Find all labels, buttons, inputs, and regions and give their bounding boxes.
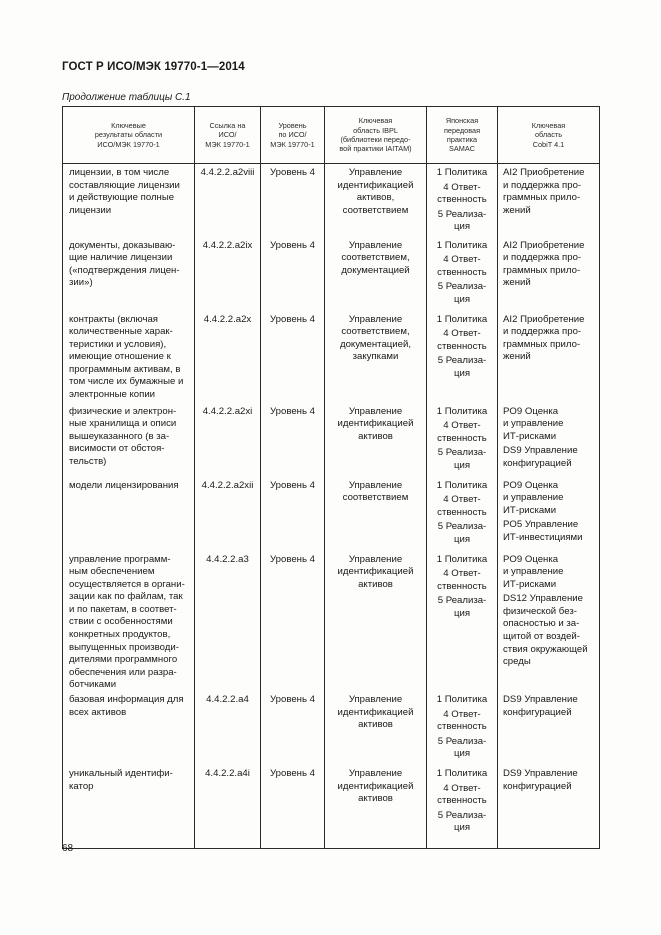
col-header-level xyxy=(261,107,325,164)
cell-line: граммных прило- xyxy=(503,192,581,204)
cell-line: PO9 Оценка xyxy=(503,405,559,417)
cell-line: и управление xyxy=(503,418,564,430)
header-line: (библиотеки передо- xyxy=(340,135,411,144)
cell-line: ственность xyxy=(437,580,487,592)
cell-samac-practice xyxy=(427,312,498,404)
cell-text: Уровень 4 xyxy=(270,553,315,565)
cell-line: осуществляется в органи- xyxy=(69,578,185,590)
cell-cobit-area xyxy=(498,552,600,693)
cell-line: закупками xyxy=(352,351,399,363)
cell-line: PO9 Оценка xyxy=(503,553,559,565)
cell-line: активов xyxy=(358,719,393,731)
cell-line: 4 Ответ- xyxy=(443,568,481,580)
cell-key-result xyxy=(63,692,195,766)
cell-line: Управление xyxy=(348,479,403,491)
cell-line: ция xyxy=(453,748,471,760)
cell-line: 5 Реализа- xyxy=(437,208,487,220)
cell-line: соответствием xyxy=(342,492,409,504)
cell-line: теристики и условия), xyxy=(69,338,167,350)
cell-key-result xyxy=(63,478,195,552)
cell-text: 4.4.2.2.a2ix xyxy=(202,239,253,251)
cell-line: ственность xyxy=(437,194,487,206)
cell-line: ция xyxy=(453,293,471,305)
cell-line: граммных прило- xyxy=(503,264,581,276)
cell-text: 4.4.2.2.a2viii xyxy=(200,167,255,178)
cell-line: тельств) xyxy=(69,455,107,467)
cell-text: Уровень 4 xyxy=(270,694,315,706)
col-header-results xyxy=(63,107,195,164)
cell-line: Управление xyxy=(348,405,403,417)
cell-line: ствия окружающей xyxy=(503,643,588,655)
cell-line: 4 Ответ- xyxy=(443,328,481,340)
cell-line: AI2 Приобретение xyxy=(503,239,585,251)
table-caption: Продолжение таблицы С.1 xyxy=(62,92,191,103)
table-row xyxy=(63,478,600,552)
cell-line: 1 Политика xyxy=(436,239,488,251)
cell-line: жений xyxy=(503,351,531,363)
cell-line: дителями программного xyxy=(69,654,178,666)
col-header-reference xyxy=(195,107,261,164)
cell-line: лицензии, в том числе xyxy=(69,167,170,178)
cell-line: обеспечения или разра- xyxy=(69,666,177,678)
cell-level xyxy=(261,766,325,848)
cell-line: висимости от обстоя- xyxy=(69,443,165,455)
cell-level xyxy=(261,312,325,404)
cell-line: ИТ-инвестициями xyxy=(503,531,583,543)
cell-line: AI2 Приобретение xyxy=(503,167,585,178)
cell-level xyxy=(261,692,325,766)
cell-line: ственность xyxy=(437,795,487,807)
cell-line: 1 Политика xyxy=(436,405,488,417)
cell-line: и управление xyxy=(503,492,564,504)
table-row xyxy=(63,692,600,766)
cell-level xyxy=(261,164,325,238)
cell-text: Уровень 4 xyxy=(270,313,315,325)
cell-line: ственность xyxy=(437,432,487,444)
header-line: область IBPL xyxy=(353,125,398,135)
cell-line: ИТ-рисками xyxy=(503,578,557,590)
cell-line: ственность xyxy=(437,266,487,278)
cell-line: PO5 Управление xyxy=(503,519,579,531)
cell-line: и поддержка про- xyxy=(503,252,582,264)
cell-line: и по пакетам, в соответ- xyxy=(69,603,177,615)
cell-ibpl-area xyxy=(325,552,427,693)
cell-key-result xyxy=(63,404,195,478)
cell-line: том числе их бумажные и xyxy=(69,376,184,388)
cell-line: уникальный идентифи- xyxy=(69,768,173,780)
header-line: Ключевая xyxy=(358,116,393,126)
cell-text: Уровень 4 xyxy=(270,479,315,491)
cell-line: Управление xyxy=(348,553,403,565)
cell-samac-practice xyxy=(427,238,498,312)
cell-line: катор xyxy=(69,780,94,792)
cell-line: зии») xyxy=(69,277,93,289)
cell-line: ция xyxy=(453,459,471,471)
cell-cobit-area xyxy=(498,164,600,238)
cell-line: DS9 Управление xyxy=(503,694,578,706)
cell-line: физической без- xyxy=(503,605,577,617)
col-header-ibpl xyxy=(325,107,427,164)
header-line: ИСО/ xyxy=(218,130,237,140)
cell-line: ция xyxy=(453,367,471,379)
cell-line: физические и электрон- xyxy=(69,405,177,417)
cell-samac-practice xyxy=(427,164,498,238)
table-row xyxy=(63,312,600,404)
cell-key-result xyxy=(63,164,195,238)
header-line: вой практики IAITAM) xyxy=(339,144,412,154)
cell-text: 4.4.2.2.a4i xyxy=(205,768,250,780)
cell-line: управление программ- xyxy=(69,553,171,565)
cell-line: соответствием, xyxy=(341,252,410,264)
cell-line: идентификацией xyxy=(337,566,414,578)
cell-line: 5 Реализа- xyxy=(437,447,487,459)
cell-line: («подтверждения лицен- xyxy=(69,264,180,276)
cell-line: 5 Реализа- xyxy=(437,281,487,293)
col-header-cobit xyxy=(498,107,600,164)
cell-ibpl-area xyxy=(325,404,427,478)
cell-text: 4.4.2.2.a2xi xyxy=(202,405,253,417)
cell-line: ция xyxy=(453,533,471,545)
table-row xyxy=(63,404,600,478)
cell-line: документы, доказываю- xyxy=(69,239,176,251)
cell-reference xyxy=(195,238,261,312)
header-line: SAMAC xyxy=(449,144,475,154)
cell-line: активов xyxy=(358,793,393,805)
cell-cobit-area xyxy=(498,766,600,848)
header-line: ИСО/МЭК 19770-1 xyxy=(97,139,160,149)
comparison-table xyxy=(62,106,600,849)
header-line: Ключевые xyxy=(111,120,146,130)
cell-line: программным активам, в xyxy=(69,363,181,375)
cell-line: Управление xyxy=(348,768,403,780)
cell-line: ИТ-рисками xyxy=(503,504,557,516)
cell-line: вышеуказанного (в за- xyxy=(69,430,170,442)
cell-line: активов xyxy=(358,578,393,590)
cell-ibpl-area xyxy=(325,766,427,848)
cell-line: ция xyxy=(453,221,471,233)
cell-line: 4 Ответ- xyxy=(443,181,481,193)
cell-reference xyxy=(195,164,261,238)
page-number: 68 xyxy=(62,843,74,854)
cell-line: 1 Политика xyxy=(436,479,488,491)
header-line: Ключевая xyxy=(531,120,566,130)
cell-samac-practice xyxy=(427,552,498,693)
cell-line: DS12 Управление xyxy=(503,593,583,605)
cell-line: и управление xyxy=(503,566,564,578)
cell-line: 4 Ответ- xyxy=(443,782,481,794)
cell-text: 4.4.2.2.a3 xyxy=(206,553,249,565)
cell-reference xyxy=(195,404,261,478)
cell-samac-practice xyxy=(427,766,498,848)
cell-key-result xyxy=(63,766,195,848)
header-line: МЭК 19770-1 xyxy=(205,139,250,149)
cell-line: DS9 Управление xyxy=(503,768,578,780)
table-header xyxy=(63,107,600,164)
cell-key-result xyxy=(63,238,195,312)
cell-cobit-area xyxy=(498,238,600,312)
cell-line: 4 Ответ- xyxy=(443,254,481,266)
cell-line: конкретных продуктов, xyxy=(69,629,171,641)
cell-line: идентификацией xyxy=(337,706,414,718)
cell-key-result xyxy=(63,312,195,404)
header-line: Японская xyxy=(445,116,479,126)
cell-line: ция xyxy=(453,822,471,834)
cell-line: 1 Политика xyxy=(436,167,488,178)
cell-line: документацией xyxy=(341,264,410,276)
table-row xyxy=(63,766,600,848)
cell-line: конфигурацией xyxy=(503,457,572,469)
cell-line: ные хранилища и описи xyxy=(69,418,177,430)
cell-line: 5 Реализа- xyxy=(437,355,487,367)
cell-line: зации как по файлам, так xyxy=(69,591,183,603)
cell-cobit-area xyxy=(498,692,600,766)
cell-line: граммных прило- xyxy=(503,338,581,350)
table-header-row xyxy=(63,107,600,164)
cell-reference xyxy=(195,692,261,766)
header-line: Ссылка на xyxy=(209,120,246,130)
header-line: по ИСО/ xyxy=(278,130,307,140)
cell-text: Уровень 4 xyxy=(270,405,315,417)
header-line: CobiT 4.1 xyxy=(532,139,565,149)
cell-line: соответствием xyxy=(342,204,409,216)
table-row xyxy=(63,552,600,693)
cell-line: жений xyxy=(503,204,531,216)
cell-line: соответствием, xyxy=(341,326,410,338)
cell-line: составляющие лицензии xyxy=(69,179,180,191)
cell-line: 4 Ответ- xyxy=(443,708,481,720)
cell-line: опасностью и за- xyxy=(503,618,580,630)
header-line: Уровень xyxy=(278,120,307,130)
cell-line: всех активов xyxy=(69,706,127,718)
cell-ibpl-area xyxy=(325,692,427,766)
cell-text: Уровень 4 xyxy=(270,167,315,178)
cell-line: Управление xyxy=(348,694,403,706)
table-row xyxy=(63,164,600,238)
cell-line: идентификацией xyxy=(337,418,414,430)
cell-line: контракты (включая xyxy=(69,313,158,325)
cell-reference xyxy=(195,312,261,404)
cell-line: выпущенных производи- xyxy=(69,641,179,653)
cell-line: имеющие отношение к xyxy=(69,351,171,363)
cell-reference xyxy=(195,552,261,693)
cell-line: ственность xyxy=(437,340,487,352)
cell-cobit-area xyxy=(498,478,600,552)
cell-line: 5 Реализа- xyxy=(437,809,487,821)
cell-samac-practice xyxy=(427,692,498,766)
cell-line: количественные харак- xyxy=(69,326,173,338)
cell-line: 4 Ответ- xyxy=(443,494,481,506)
cell-reference xyxy=(195,478,261,552)
cell-line: ным обеспечением xyxy=(69,566,155,578)
cell-line: Управление xyxy=(348,313,403,325)
cell-samac-practice xyxy=(427,404,498,478)
cell-text: Уровень 4 xyxy=(270,768,315,780)
cell-level xyxy=(261,404,325,478)
cell-samac-practice xyxy=(427,478,498,552)
cell-cobit-area xyxy=(498,404,600,478)
cell-line: и поддержка про- xyxy=(503,179,582,191)
cell-level xyxy=(261,478,325,552)
cell-line: идентификацией xyxy=(337,780,414,792)
cell-line: ственность xyxy=(437,721,487,733)
cell-line: конфигурацией xyxy=(503,780,572,792)
cell-line: 1 Политика xyxy=(436,313,488,325)
table-body xyxy=(63,164,600,849)
cell-line: жений xyxy=(503,277,531,289)
cell-ibpl-area xyxy=(325,312,427,404)
cell-line: 1 Политика xyxy=(436,553,488,565)
cell-level xyxy=(261,238,325,312)
cell-line: конфигурацией xyxy=(503,706,572,718)
cell-line: активов, xyxy=(356,192,395,204)
cell-key-result xyxy=(63,552,195,693)
cell-line: и действующие полные xyxy=(69,192,175,204)
cell-text: 4.4.2.2.a4 xyxy=(206,694,249,706)
cell-line: AI2 Приобретение xyxy=(503,313,585,325)
cell-line: 1 Политика xyxy=(436,694,488,706)
cell-text: 4.4.2.2.a2x xyxy=(203,313,252,325)
cell-cobit-area xyxy=(498,312,600,404)
cell-ibpl-area xyxy=(325,478,427,552)
header-line: МЭК 19770-1 xyxy=(270,139,315,149)
header-line: практика xyxy=(446,135,478,144)
cell-line: ботчиками xyxy=(69,679,117,691)
cell-line: Управление xyxy=(348,239,403,251)
cell-line: модели лицензирования xyxy=(69,479,179,491)
cell-line: ствии с особенностями xyxy=(69,616,173,628)
header-line: передовая xyxy=(443,125,481,135)
cell-line: щитой от воздей- xyxy=(503,631,580,643)
cell-reference xyxy=(195,766,261,848)
header-line: область xyxy=(534,130,563,140)
cell-line: DS9 Управление xyxy=(503,445,578,457)
cell-line: щие наличие лицензии xyxy=(69,252,173,264)
cell-line: ственность xyxy=(437,506,487,518)
cell-line: и поддержка про- xyxy=(503,326,582,338)
cell-line: идентификацией xyxy=(337,179,414,191)
col-header-samac xyxy=(427,107,498,164)
cell-level xyxy=(261,552,325,693)
cell-line: документацией, xyxy=(340,338,411,350)
cell-line: 1 Политика xyxy=(436,768,488,780)
cell-line: 5 Реализа- xyxy=(437,521,487,533)
cell-ibpl-area xyxy=(325,164,427,238)
cell-line: ИТ-рисками xyxy=(503,430,557,442)
cell-line: PO9 Оценка xyxy=(503,479,559,491)
cell-line: 5 Реализа- xyxy=(437,735,487,747)
cell-line: среды xyxy=(503,656,531,668)
cell-line: лицензии xyxy=(69,204,112,216)
cell-text: 4.4.2.2.a2xii xyxy=(201,479,254,491)
cell-line: 4 Ответ- xyxy=(443,420,481,432)
header-line: результаты области xyxy=(94,130,163,140)
cell-line: Управление xyxy=(348,167,403,178)
document-header-title: ГОСТ Р ИСО/МЭК 19770-1—2014 xyxy=(62,61,245,73)
cell-line: активов xyxy=(358,430,393,442)
cell-line: 5 Реализа- xyxy=(437,595,487,607)
cell-text: Уровень 4 xyxy=(270,239,315,251)
table-row xyxy=(63,238,600,312)
cell-line: базовая информация для xyxy=(69,694,184,706)
cell-line: ция xyxy=(453,607,471,619)
cell-ibpl-area xyxy=(325,238,427,312)
cell-line: электронные копии xyxy=(69,389,156,401)
